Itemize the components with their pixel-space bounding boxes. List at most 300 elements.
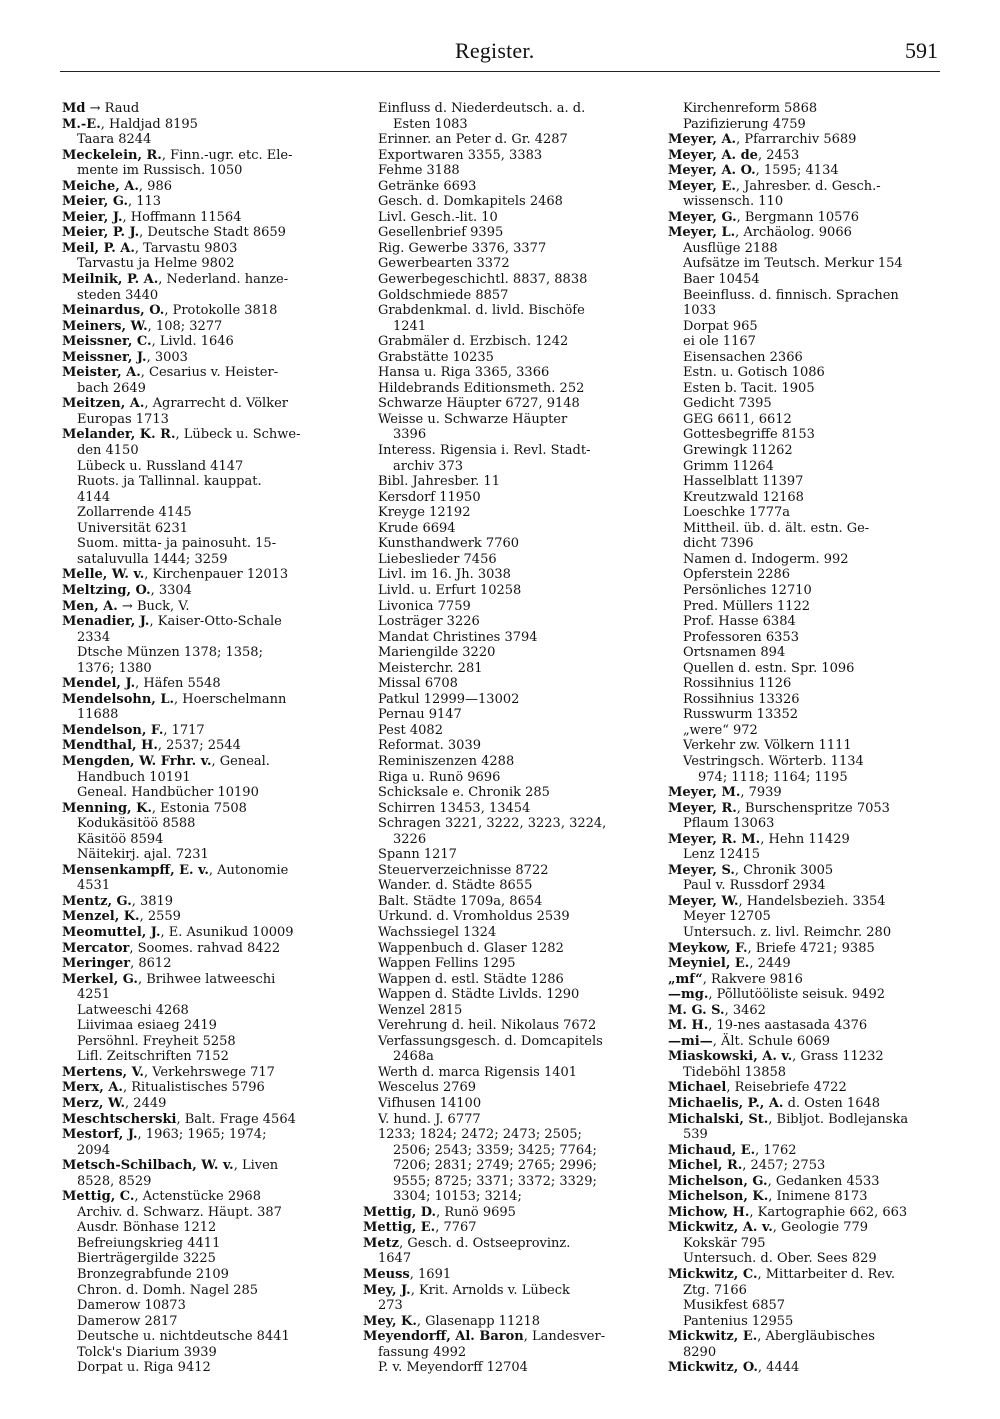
index-subentry xyxy=(668,738,953,754)
entry-text: Hasselblatt 11397 xyxy=(683,474,804,490)
index-entry xyxy=(62,692,347,708)
entry-text: Ausdr. Bönhase 1212 xyxy=(77,1220,217,1236)
index-entry xyxy=(62,738,347,754)
index-subentry xyxy=(62,785,347,801)
entry-text: Rossihnius 13326 xyxy=(683,691,800,707)
index-entry xyxy=(668,1143,953,1159)
index-entry xyxy=(363,1220,648,1236)
index-subentry xyxy=(363,1345,648,1361)
index-subentry xyxy=(363,272,648,288)
entry-text: Universität 6231 xyxy=(77,520,188,536)
entry-heading: Meringer xyxy=(62,956,131,972)
index-subentry xyxy=(62,1018,347,1034)
entry-text: Gedicht 7395 xyxy=(683,396,772,412)
entry-heading: Menadier, J. xyxy=(62,614,150,630)
entry-heading: Mey, K. xyxy=(363,1313,417,1329)
index-entry xyxy=(668,179,953,195)
entry-text: Tarvastu ja Helme 9802 xyxy=(77,256,235,272)
entry-text: Deutsche u. nichtdeutsche 8441 xyxy=(77,1329,290,1345)
index-subentry xyxy=(363,350,648,366)
index-subentry xyxy=(62,443,347,459)
index-entry xyxy=(363,1236,648,1252)
index-subentry xyxy=(668,754,953,770)
index-subentry xyxy=(363,459,648,475)
entry-text: Namen d. Indogerm. 992 xyxy=(683,551,849,567)
index-subentry xyxy=(62,521,347,537)
index-subentry xyxy=(668,552,953,568)
entry-text: Mandat Christines 3794 xyxy=(378,629,538,645)
index-entry xyxy=(62,1127,347,1143)
index-entry xyxy=(668,972,953,988)
entry-text: , 1595; 4134 xyxy=(755,163,839,179)
index-subentry xyxy=(62,381,347,397)
index-subentry xyxy=(363,645,648,661)
entry-text: Einfluss d. Niederdeutsch. a. d. xyxy=(378,101,586,116)
entry-text: , Hoffmann 11564 xyxy=(122,209,242,225)
index-entry xyxy=(62,1080,347,1096)
entry-text: , Abergläubisches xyxy=(757,1329,875,1345)
entry-text: Ztg. 7166 xyxy=(683,1282,747,1298)
index-subentry xyxy=(363,101,648,117)
entry-text: Handbuch 10191 xyxy=(77,769,191,785)
entry-heading: Meyer, S. xyxy=(668,862,735,878)
index-subentry xyxy=(363,692,648,708)
entry-text: Bibl. Jahresber. 11 xyxy=(378,474,500,490)
entry-text: Wappenbuch d. Glaser 1282 xyxy=(378,940,564,956)
index-subentry xyxy=(668,1283,953,1299)
entry-text: , Geneal. xyxy=(211,753,270,769)
index-entry xyxy=(668,163,953,179)
entry-heading: —mi— xyxy=(668,1033,713,1049)
entry-text: Dtsche Münzen 1378; 1358; xyxy=(77,645,263,661)
index-subentry xyxy=(363,412,648,428)
entry-heading: Meyer, R. xyxy=(668,800,737,816)
index-subentry xyxy=(62,1220,347,1236)
index-subentry xyxy=(668,723,953,739)
entry-text: , Gesch. d. Ostseeprovinz. xyxy=(399,1235,571,1251)
entry-text: GEG 6611, 6612 xyxy=(683,411,792,427)
index-subentry xyxy=(668,443,953,459)
entry-heading: Mengden, W. Frhr. v. xyxy=(62,753,212,769)
index-entry xyxy=(62,972,347,988)
index-entry xyxy=(668,987,953,1003)
entry-text: , 8612 xyxy=(130,956,172,972)
entry-text: Dorpat u. Riga 9412 xyxy=(77,1360,211,1376)
entry-text: Aufsätze im Teutsch. Merkur 154 xyxy=(683,256,903,272)
index-subentry xyxy=(363,1080,648,1096)
index-subentry xyxy=(363,303,648,319)
index-subentry xyxy=(62,132,347,148)
entry-text: , 1762 xyxy=(755,1142,797,1158)
index-entry xyxy=(668,1096,953,1112)
entry-text: Chron. d. Domh. Nagel 285 xyxy=(77,1282,259,1298)
entry-heading: „mf“ xyxy=(668,971,703,987)
entry-text: Pred. Müllers 1122 xyxy=(683,598,811,614)
index-subentry xyxy=(363,1189,648,1205)
entry-heading: Meissner, C. xyxy=(62,334,152,350)
entry-text: 1376; 1380 xyxy=(77,660,152,676)
entry-text: Wappen d. estl. Städte 1286 xyxy=(378,971,564,987)
index-subentry xyxy=(668,117,953,133)
index-entry xyxy=(62,1096,347,1112)
index-entry xyxy=(62,350,347,366)
entry-heading: Meyer, L. xyxy=(668,225,736,241)
entry-text: , Ält. Schule 6069 xyxy=(712,1033,831,1049)
entry-text: Schicksale e. Chronik 285 xyxy=(378,785,550,801)
index-entry xyxy=(62,1112,347,1128)
index-entry xyxy=(62,1158,347,1174)
entry-text: Vestringsch. Wörterb. 1134 xyxy=(683,753,864,769)
index-entry xyxy=(668,1205,953,1221)
entry-text: Grabdenkmal. d. livld. Bischöfe xyxy=(378,303,585,319)
entry-text: Grimm 11264 xyxy=(683,458,774,474)
entry-text: Meisterchr. 281 xyxy=(378,660,483,676)
entry-heading: Mendthal, H. xyxy=(62,738,158,754)
index-subentry xyxy=(363,443,648,459)
entry-heading: Meyer, M. xyxy=(668,785,741,801)
entry-heading: Mensenkampff, E. v. xyxy=(62,862,209,878)
entry-text: Mariengilde 3220 xyxy=(378,645,496,661)
index-entry xyxy=(62,303,347,319)
entry-text: Missal 6708 xyxy=(378,676,458,692)
index-subentry xyxy=(363,738,648,754)
entry-heading: Melle, W. v. xyxy=(62,567,145,583)
entry-text: Spann 1217 xyxy=(378,847,457,863)
entry-text: Liivimaa esiaeg 2419 xyxy=(77,1018,217,1034)
entry-text: , Soomes. rahvad 8422 xyxy=(129,940,281,956)
entry-text: Schragen 3221, 3222, 3223, 3224, xyxy=(378,816,607,832)
entry-heading: Meissner, J. xyxy=(62,349,147,365)
index-subentry xyxy=(62,1236,347,1252)
index-subentry xyxy=(363,288,648,304)
entry-text: Grabmäler d. Erzbisch. 1242 xyxy=(378,334,569,350)
entry-text: Näitekirj. ajal. 7231 xyxy=(77,847,209,863)
entry-text: Lifl. Zeitschriften 7152 xyxy=(77,1049,229,1065)
index-entry xyxy=(668,1018,953,1034)
entry-text: , 4444 xyxy=(757,1360,800,1376)
entry-heading: Michaelis, P., A. xyxy=(668,1096,784,1111)
entry-text: Riga u. Runö 9696 xyxy=(378,769,501,785)
entry-text: Persönliches 12710 xyxy=(683,582,812,598)
entry-text: , Agrarrecht d. Völker xyxy=(144,396,288,412)
entry-text: sataluvulla 1444; 3259 xyxy=(77,551,228,567)
entry-text: , 1963; 1965; 1974; xyxy=(137,1127,267,1143)
entry-text: , Autonomie xyxy=(208,862,289,878)
index-subentry xyxy=(668,194,953,210)
entry-text: 2334 xyxy=(77,629,111,645)
index-subentry xyxy=(363,599,648,615)
entry-heading: Mettig, E. xyxy=(363,1220,436,1236)
entry-text: , Finn.-ugr. etc. Ele- xyxy=(161,147,293,163)
entry-text: , Reisebriefe 4722 xyxy=(726,1080,847,1096)
entry-text: Verkehr zw. Völkern 1111 xyxy=(683,738,852,754)
entry-text: 8290 xyxy=(683,1344,717,1360)
index-entry xyxy=(62,941,347,957)
index-subentry xyxy=(363,521,648,537)
entry-text: , 2559 xyxy=(139,909,181,925)
index-subentry xyxy=(363,1034,648,1050)
index-subentry xyxy=(62,163,347,179)
entry-text: , Tarvastu 9803 xyxy=(134,240,238,256)
entry-heading: Michalski, St. xyxy=(668,1111,769,1127)
entry-text: → Raud xyxy=(85,101,140,116)
index-entry xyxy=(62,427,347,443)
index-subentry xyxy=(363,334,648,350)
entry-text: Mittheil. üb. d. ält. estn. Ge- xyxy=(683,520,870,536)
entry-text: , Hehn 11429 xyxy=(760,831,850,847)
entry-heading: Men, A. xyxy=(62,598,118,614)
index-entry xyxy=(62,194,347,210)
entry-text: 2094 xyxy=(77,1142,111,1158)
entry-heading: Mendel, J. xyxy=(62,676,136,692)
index-subentry xyxy=(363,241,648,257)
index-entry xyxy=(668,1360,953,1376)
entry-text: , 7767 xyxy=(435,1220,477,1236)
entry-text: Damerow 10873 xyxy=(77,1298,186,1314)
entry-heading: Miaskowski, A. v. xyxy=(668,1049,793,1065)
index-entry xyxy=(62,925,347,941)
index-subentry xyxy=(668,583,953,599)
entry-text: ei ole 1167 xyxy=(683,334,756,350)
entry-heading: Mentz, G. xyxy=(62,893,132,909)
entry-heading: Meltzing, O. xyxy=(62,582,151,598)
entry-text: wissensch. 110 xyxy=(683,194,784,210)
index-entry xyxy=(668,894,953,910)
index-subentry xyxy=(363,132,648,148)
entry-text: Kokskär 795 xyxy=(683,1235,766,1251)
index-entry xyxy=(62,334,347,350)
entry-text: Hildebrands Editionsmeth. 252 xyxy=(378,380,585,396)
index-entry xyxy=(62,909,347,925)
entry-heading: Michel, R. xyxy=(668,1158,743,1174)
index-entry xyxy=(62,754,347,770)
entry-text: Wachssiegel 1324 xyxy=(378,924,497,940)
index-entry xyxy=(363,1205,648,1221)
index-subentry xyxy=(363,1065,648,1081)
index-subentry xyxy=(363,225,648,241)
entry-text: , Chronik 3005 xyxy=(734,862,834,878)
entry-text: Grabstätte 10235 xyxy=(378,349,494,365)
index-subentry xyxy=(668,661,953,677)
index-entry xyxy=(62,272,347,288)
entry-heading: Meinardus, O. xyxy=(62,303,165,319)
index-subentry xyxy=(668,676,953,692)
entry-text: „were“ 972 xyxy=(683,722,758,738)
entry-text: Livld. u. Erfurt 10258 xyxy=(378,582,522,598)
entry-text: , Krit. Arnolds v. Lübeck xyxy=(410,1282,570,1298)
entry-heading: Merkel, G. xyxy=(62,971,138,987)
entry-text: , Rakvere 9816 xyxy=(702,971,803,987)
index-entry xyxy=(668,1267,953,1283)
entry-heading: Meyer, A. xyxy=(668,132,737,148)
entry-text: 11688 xyxy=(77,707,119,723)
entry-text: , Inimene 8173 xyxy=(768,1189,868,1205)
index-subentry xyxy=(363,256,648,272)
entry-text: , Verkehrswege 717 xyxy=(143,1064,275,1080)
index-entry xyxy=(62,863,347,879)
entry-text: Esten b. Tacit. 1905 xyxy=(683,380,815,396)
entry-text: Wescelus 2769 xyxy=(378,1080,477,1096)
entry-heading: —mg. xyxy=(668,987,709,1003)
entry-text: , Haldjad 8195 xyxy=(100,116,198,132)
index-entry xyxy=(668,1329,953,1345)
entry-text: Pazifizierung 4759 xyxy=(683,116,806,132)
entry-text: 4144 xyxy=(77,489,111,505)
entry-heading: Mickwitz, E. xyxy=(668,1329,758,1345)
index-entry xyxy=(668,832,953,848)
index-subentry xyxy=(62,1003,347,1019)
entry-text: 1241 xyxy=(393,318,427,334)
entry-text: Untersuch. d. Ober. Sees 829 xyxy=(683,1251,877,1267)
index-entry xyxy=(62,723,347,739)
entry-text: Reminiszenzen 4288 xyxy=(378,753,515,769)
entry-text: Baer 10454 xyxy=(683,272,760,288)
entry-heading: Meyer, W. xyxy=(668,893,739,909)
entry-text: Käsitöö 8594 xyxy=(77,831,164,847)
index-subentry xyxy=(363,832,648,848)
index-subentry xyxy=(363,676,648,692)
index-subentry xyxy=(62,256,347,272)
index-subentry xyxy=(363,1360,648,1376)
index-subentry xyxy=(363,614,648,630)
index-entry xyxy=(62,956,347,972)
entry-heading: Meyer, A. de xyxy=(668,147,758,163)
entry-text: Pflaum 13063 xyxy=(683,816,775,832)
entry-text: Kreutzwald 12168 xyxy=(683,489,804,505)
entry-text: , Protokolle 3818 xyxy=(164,303,278,319)
entry-heading: Michaud, E. xyxy=(668,1142,756,1158)
entry-text: , Actenstücke 2968 xyxy=(134,1189,261,1205)
index-subentry xyxy=(363,148,648,164)
index-subentry xyxy=(668,770,953,786)
index-entry xyxy=(62,1189,347,1205)
entry-heading: Menzel, K. xyxy=(62,909,140,925)
index-subentry xyxy=(363,987,648,1003)
entry-heading: Mettig, D. xyxy=(363,1204,437,1220)
index-subentry xyxy=(363,1298,648,1314)
index-subentry xyxy=(668,707,953,723)
entry-heading: Meyer, E. xyxy=(668,178,736,194)
entry-text: Schirren 13453, 13454 xyxy=(378,800,531,816)
entry-text: Reformat. 3039 xyxy=(378,738,481,754)
entry-text: , 113 xyxy=(128,194,162,210)
entry-text: Kunsthandwerk 7760 xyxy=(378,536,520,552)
entry-heading: Meiche, A. xyxy=(62,178,139,194)
entry-text: Befreiungskrieg 4411 xyxy=(77,1235,221,1251)
entry-text: Kersdorf 11950 xyxy=(378,489,481,505)
index-entry xyxy=(668,225,953,241)
index-subentry xyxy=(363,863,648,879)
entry-text: Livl. Gesch.-lit. 10 xyxy=(378,209,498,225)
entry-text: den 4150 xyxy=(77,443,139,459)
header-rule xyxy=(60,71,940,72)
entry-text: Opferstein 2286 xyxy=(683,567,791,583)
index-subentry xyxy=(668,909,953,925)
entry-heading: M. G. S. xyxy=(668,1002,725,1018)
entry-text: , Runö 9695 xyxy=(436,1204,516,1220)
index-subentry xyxy=(62,552,347,568)
index-subentry xyxy=(62,707,347,723)
entry-text: 273 xyxy=(378,1298,403,1314)
index-subentry xyxy=(668,490,953,506)
entry-text: Lübeck u. Russland 4147 xyxy=(77,458,244,474)
index-entry xyxy=(62,583,347,599)
entry-text: archiv 373 xyxy=(393,458,464,474)
index-subentry xyxy=(668,288,953,304)
entry-text: Untersuch. z. livl. Reimchr. 280 xyxy=(683,924,892,940)
entry-text: , 2449 xyxy=(749,956,791,972)
entry-text: , Archäolog. 9066 xyxy=(735,225,852,241)
entry-heading: Meil, P. A. xyxy=(62,240,135,256)
index-entry xyxy=(62,614,347,630)
index-subentry xyxy=(668,1065,953,1081)
entry-text: Grewingk 11262 xyxy=(683,443,793,459)
index-entry xyxy=(668,132,953,148)
index-subentry xyxy=(62,1267,347,1283)
entry-text: Interess. Rigensia i. Revl. Stadt- xyxy=(378,443,591,459)
index-subentry xyxy=(62,1174,347,1190)
entry-text: , Põllutööliste seisuk. 9492 xyxy=(708,987,886,1003)
entry-text: , 1691 xyxy=(409,1267,452,1283)
entry-heading: Michael xyxy=(668,1080,727,1096)
entry-text: Damerow 2817 xyxy=(77,1313,178,1329)
index-entry xyxy=(62,1065,347,1081)
index-subentry xyxy=(363,365,648,381)
index-subentry xyxy=(363,630,648,646)
entry-text: Meyer 12705 xyxy=(683,909,771,925)
entry-text: 1033 xyxy=(683,303,717,319)
index-subentry xyxy=(62,1283,347,1299)
index-subentry xyxy=(668,272,953,288)
entry-heading: Md xyxy=(62,101,86,116)
index-entry xyxy=(668,941,953,957)
entry-text: Lenz 12415 xyxy=(683,847,761,863)
entry-heading: Meckelein, R. xyxy=(62,147,162,163)
entry-heading: Metz xyxy=(363,1235,400,1251)
entry-text: 7206; 2831; 2749; 2765; 2996; xyxy=(393,1158,597,1174)
entry-text: Wappen Fellins 1295 xyxy=(378,956,516,972)
entry-text: Pernau 9147 xyxy=(378,707,462,723)
entry-text: , Liven xyxy=(233,1158,279,1174)
entry-text: , Mittarbeiter d. Rev. xyxy=(757,1267,896,1283)
entry-text: Zollarrende 4145 xyxy=(77,505,192,521)
entry-text: Vifhusen 14100 xyxy=(378,1096,482,1111)
index-subentry xyxy=(363,1049,648,1065)
index-entry xyxy=(668,863,953,879)
index-subentry xyxy=(668,412,953,428)
entry-text: 1233; 1824; 2472; 2473; 2505; xyxy=(378,1127,582,1143)
entry-text: Prof. Hasse 6384 xyxy=(683,614,796,630)
entry-text: , Gedanken 4533 xyxy=(767,1173,880,1189)
entry-text: 3304; 10153; 3214; xyxy=(393,1189,522,1205)
index-subentry xyxy=(363,474,648,490)
index-subentry xyxy=(363,427,648,443)
index-subentry xyxy=(668,459,953,475)
entry-text: Taara 8244 xyxy=(77,132,152,148)
index-subentry xyxy=(668,567,953,583)
index-entry xyxy=(62,567,347,583)
index-subentry xyxy=(668,925,953,941)
index-subentry xyxy=(363,583,648,599)
entry-text: 2506; 2543; 3359; 3425; 7764; xyxy=(393,1142,597,1158)
index-subentry xyxy=(62,1329,347,1345)
entry-text: Archiv. d. Schwarz. Häupt. 387 xyxy=(77,1204,282,1220)
entry-text: Esten 1083 xyxy=(393,116,468,132)
index-subentry xyxy=(62,288,347,304)
index-subentry xyxy=(62,630,347,646)
entry-text: Gesch. d. Domkapitels 2468 xyxy=(378,194,563,210)
entry-heading: Metsch-Schilbach, W. v. xyxy=(62,1158,234,1174)
